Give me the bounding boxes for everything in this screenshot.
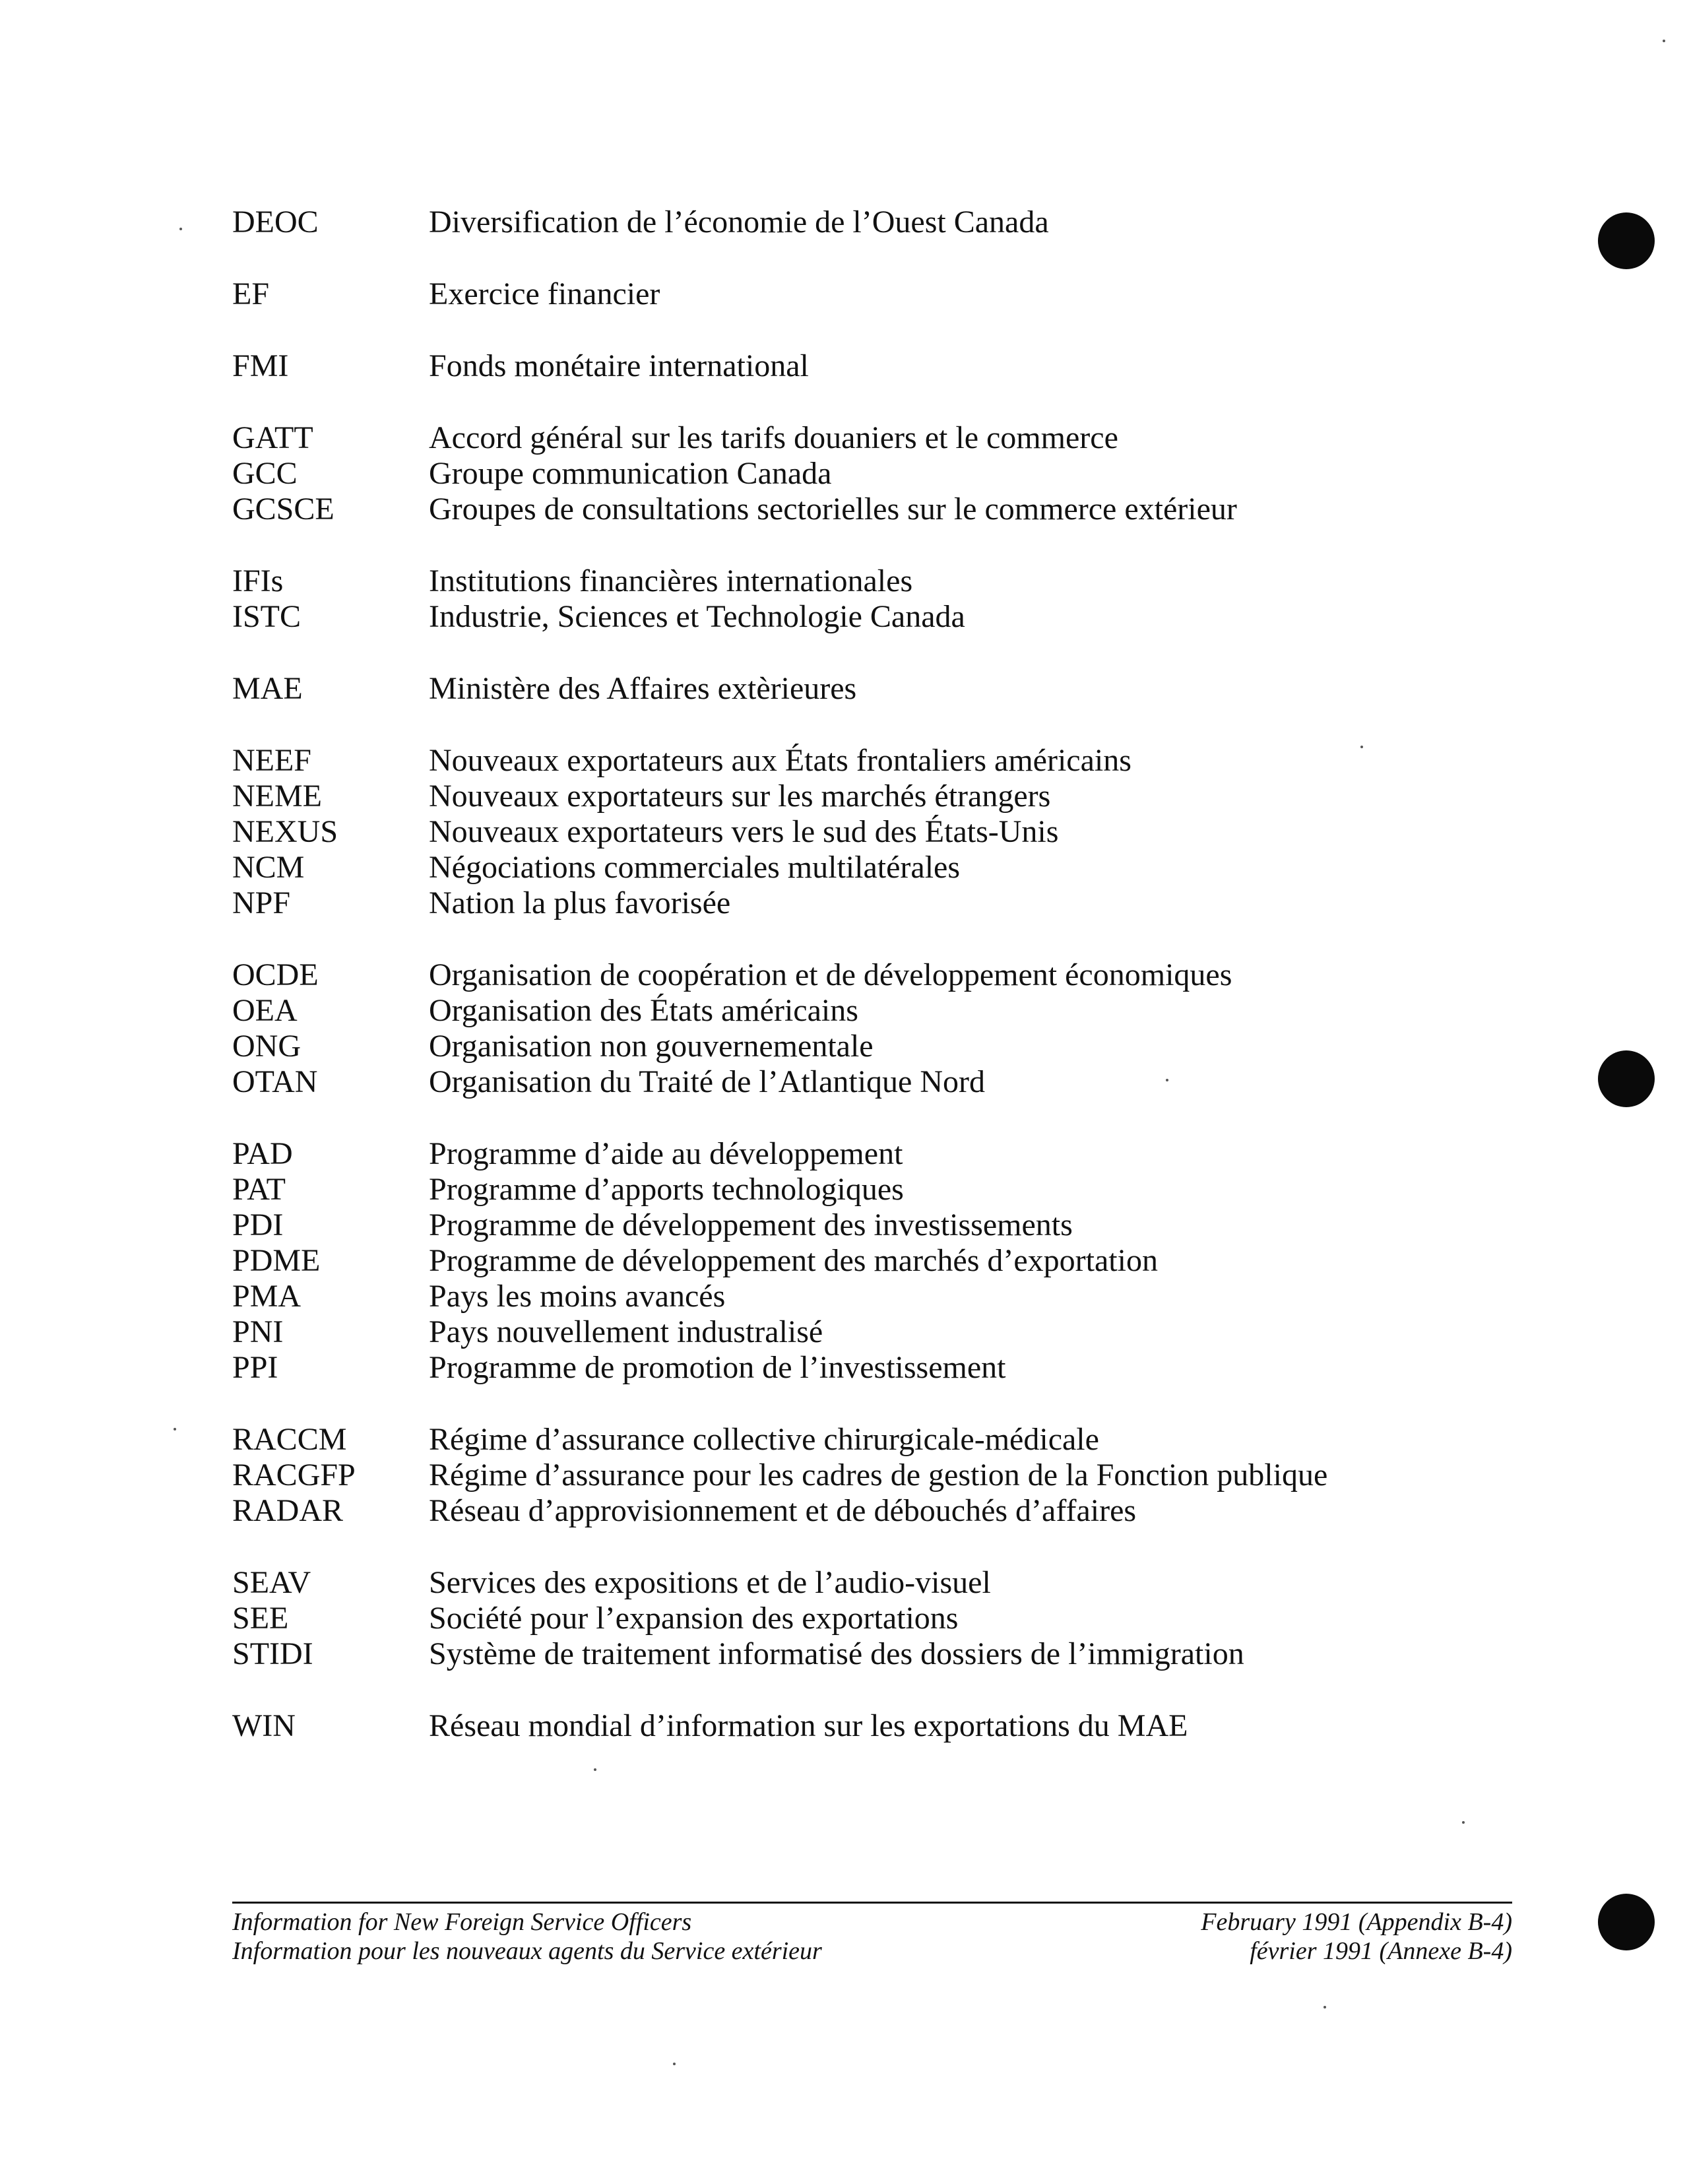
acronym: PNI [232,1314,284,1349]
glossary-entry [232,1350,1486,1386]
glossary-group [232,1136,1486,1386]
acronym-definition: Nouveaux exportateurs aux États frontaliers américains [429,743,1131,778]
acronym: FMI [232,348,289,383]
acronym-definition: Système de traitement informatisé des dossiers de l’immigration [429,1636,1244,1671]
glossary-entry [232,957,1486,993]
glossary-entry [232,1279,1486,1314]
scan-speck [174,1428,176,1430]
acronym: PAT [232,1172,286,1207]
acronym-definition: Organisation non gouvernementale [429,1029,874,1064]
acronym-definition: Société pour l’expansion des exportations [429,1601,959,1636]
acronym: GCC [232,456,298,491]
scan-speck [1166,1079,1168,1081]
acronym: NPF [232,885,291,920]
glossary-entry [232,563,1486,599]
glossary-group [232,563,1486,635]
glossary-entry [232,1422,1486,1458]
acronym-definition: Institutions financières internationales [429,563,913,598]
footer-title-fr: Information pour les nouveaux agents du Service extérieur [232,1937,822,1965]
glossary-entry [232,348,1486,384]
acronym: EF [232,276,270,311]
glossary-entry [232,1243,1486,1279]
glossary-entry [232,779,1486,814]
scan-speck [673,2063,676,2065]
glossary-entry [232,1029,1486,1064]
glossary-entry [232,456,1486,492]
glossary-entry [232,743,1486,779]
acronym-definition: Réseau d’approvisionnement et de débouchés d’affaires [429,1493,1137,1528]
scan-speck [179,228,182,230]
acronym-definition: Diversification de l’économie de l’Ouest Canada [429,205,1049,240]
acronym-definition: Programme de développement des investissements [429,1207,1073,1242]
acronym-definition: Programme d’apports technologiques [429,1172,904,1207]
acronym: GATT [232,420,313,455]
acronym: STIDI [232,1636,313,1671]
scan-speck [594,1768,596,1771]
glossary-group [232,1565,1486,1672]
glossary-entry [232,1708,1486,1744]
glossary-group [232,1708,1486,1744]
page-footer [232,1902,1512,1966]
scan-speck [1360,746,1363,748]
glossary-entry [232,1493,1486,1529]
glossary-entry [232,993,1486,1029]
acronym: RACCM [232,1422,347,1457]
footer-row-french [232,1937,1512,1966]
glossary-group [232,1422,1486,1529]
acronym-definition: Services des expositions et de l’audio-visuel [429,1565,991,1600]
glossary-group [232,348,1486,384]
acronym: OCDE [232,957,319,992]
acronym-definition: Nouveaux exportateurs vers le sud des États-Unis [429,814,1059,849]
acronym: RADAR [232,1493,344,1528]
glossary-group [232,420,1486,527]
acronym-definition: Programme d’aide au développement [429,1136,903,1171]
acronym: PDI [232,1207,284,1242]
acronym: OTAN [232,1064,318,1099]
glossary-entry [232,1458,1486,1493]
acronym: PPI [232,1350,278,1385]
acronym: OEA [232,993,298,1028]
acronym: WIN [232,1708,296,1743]
acronym: NEXUS [232,814,338,849]
acronym: DEOC [232,205,319,240]
scan-speck [1323,2006,1326,2008]
glossary-entry [232,1172,1486,1207]
acronym-definition: Programme de développement des marchés d’exportation [429,1243,1158,1278]
glossary-entry [232,671,1486,707]
acronym-definition: Groupe communication Canada [429,456,832,491]
acronym-definition: Organisation du Traité de l’Atlantique Nord [429,1064,985,1099]
glossary-group [232,276,1486,312]
footer-date-en: February 1991 (Appendix B-4) [1201,1908,1512,1936]
acronym: PMA [232,1279,302,1314]
glossary-entry [232,1207,1486,1243]
acronym-definition: Négociations commerciales multilatérales [429,850,961,885]
punch-hole-bottom [1598,1894,1655,1950]
glossary-group [232,743,1486,921]
acronym-definition: Accord général sur les tarifs douaniers et le commerce [429,420,1118,455]
acronym: PDME [232,1243,321,1278]
glossary-entry [232,1136,1486,1172]
acronym: MAE [232,671,303,706]
punch-hole-middle [1598,1050,1655,1107]
acronym-definition: Pays les moins avancés [429,1279,726,1314]
glossary-entry [232,885,1486,921]
glossary-entry [232,420,1486,456]
glossary-group [232,205,1486,240]
acronym-definition: Ministère des Affaires extèrieures [429,671,857,706]
acronym: SEE [232,1601,289,1636]
glossary-entry [232,1601,1486,1636]
footer-row-english [232,1908,1512,1937]
acronym-definition: Organisation de coopération et de développement économiques [429,957,1232,992]
glossary-entry [232,276,1486,312]
glossary-group [232,671,1486,707]
acronym: NCM [232,850,305,885]
acronym: PAD [232,1136,293,1171]
glossary-entry [232,205,1486,240]
acronym-glossary [232,205,1486,1780]
acronym-definition: Nouveaux exportateurs sur les marchés étrangers [429,779,1051,814]
acronym: ISTC [232,599,302,634]
glossary-entry [232,492,1486,527]
glossary-entry [232,599,1486,635]
scan-speck [1462,1821,1465,1824]
acronym: NEEF [232,743,311,778]
acronym: SEAV [232,1565,311,1600]
acronym-definition: Pays nouvellement industralisé [429,1314,823,1349]
acronym: GCSCE [232,492,335,527]
acronym-definition: Réseau mondial d’information sur les exportations du MAE [429,1708,1188,1743]
acronym-definition: Exercice financier [429,276,660,311]
glossary-entry [232,1636,1486,1672]
acronym: RACGFP [232,1458,356,1493]
glossary-entry [232,814,1486,850]
footer-title-en: Information for New Foreign Service Officers [232,1908,692,1936]
acronym-definition: Régime d’assurance collective chirurgicale-médicale [429,1422,1099,1457]
acronym: IFIs [232,563,284,598]
footer-date-fr: février 1991 (Annexe B-4) [1250,1937,1512,1965]
acronym: ONG [232,1029,301,1064]
acronym: NEME [232,779,322,814]
glossary-entry [232,1565,1486,1601]
glossary-entry [232,1064,1486,1100]
punch-hole-top [1598,212,1655,269]
scan-speck [1663,40,1665,42]
glossary-group [232,957,1486,1100]
acronym-definition: Fonds monétaire international [429,348,809,383]
acronym-definition: Régime d’assurance pour les cadres de gestion de la Fonction publique [429,1458,1328,1493]
acronym-definition: Industrie, Sciences et Technologie Canada [429,599,965,634]
acronym-definition: Programme de promotion de l’investissement [429,1350,1006,1385]
acronym-definition: Nation la plus favorisée [429,885,731,920]
acronym-definition: Groupes de consultations sectorielles sur le commerce extérieur [429,492,1237,527]
glossary-entry [232,1314,1486,1350]
glossary-entry [232,850,1486,885]
acronym-definition: Organisation des États américains [429,993,858,1028]
